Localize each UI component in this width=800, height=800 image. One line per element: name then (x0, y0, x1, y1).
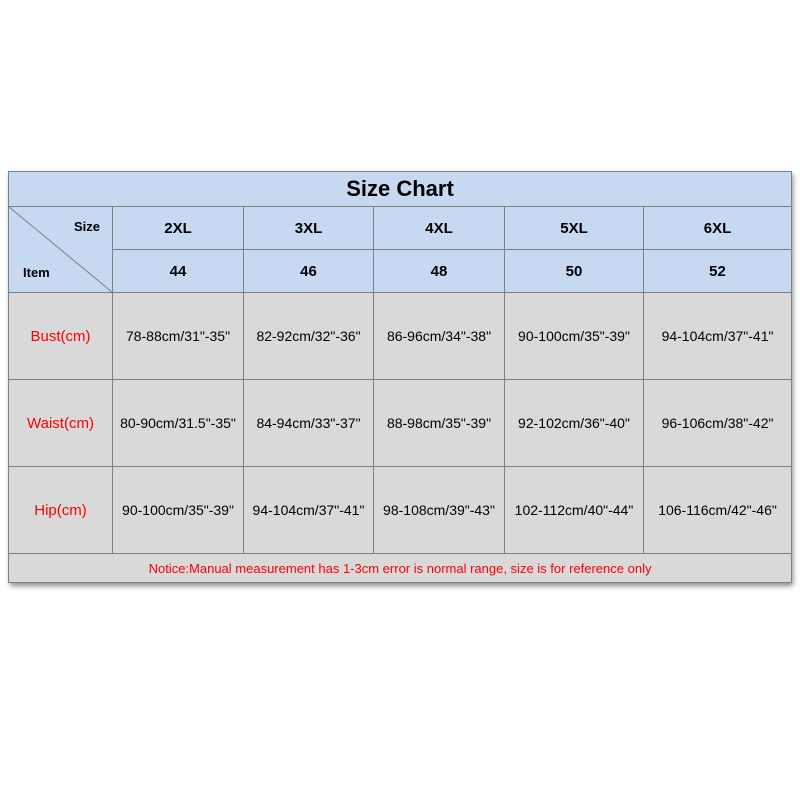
table-cell: 98-108cm/39"-43" (374, 467, 505, 554)
size-chart-table (8, 171, 792, 583)
number-header-52: 52 (644, 250, 792, 293)
size-header-6xl: 6XL (644, 207, 792, 250)
table-cell: 78-88cm/31"-35" (113, 293, 244, 380)
table-row-bust (9, 293, 792, 380)
row-label-hip: Hip(cm) (9, 467, 113, 554)
table-cell: 90-100cm/35"-39" (505, 293, 644, 380)
table-cell: 80-90cm/31.5"-35" (113, 380, 244, 467)
chart-title: Size Chart (9, 172, 792, 207)
size-header-2xl: 2XL (113, 207, 244, 250)
table-cell: 102-112cm/40"-44" (505, 467, 644, 554)
table-cell: 86-96cm/34"-38" (374, 293, 505, 380)
table-cell: 94-104cm/37"-41" (644, 293, 792, 380)
number-header-44: 44 (113, 250, 244, 293)
size-header-3xl: 3XL (244, 207, 374, 250)
size-chart (8, 171, 791, 583)
table-row-waist (9, 380, 792, 467)
table-cell: 94-104cm/37"-41" (244, 467, 374, 554)
number-header-48: 48 (374, 250, 505, 293)
table-cell: 88-98cm/35"-39" (374, 380, 505, 467)
table-cell: 90-100cm/35"-39" (113, 467, 244, 554)
table-cell: 82-92cm/32"-36" (244, 293, 374, 380)
size-header-4xl: 4XL (374, 207, 505, 250)
table-cell: 96-106cm/38"-42" (644, 380, 792, 467)
table-cell: 92-102cm/36"-40" (505, 380, 644, 467)
number-header-46: 46 (244, 250, 374, 293)
table-cell: 106-116cm/42"-46" (644, 467, 792, 554)
table-cell: 84-94cm/33"-37" (244, 380, 374, 467)
number-header-50: 50 (505, 250, 644, 293)
corner-size-label: Size (73, 219, 100, 234)
corner-item-label: Item (23, 265, 50, 280)
row-label-bust: Bust(cm) (9, 293, 113, 380)
table-row-hip (9, 467, 792, 554)
size-header-5xl: 5XL (505, 207, 644, 250)
corner-header (9, 207, 113, 293)
row-label-waist: Waist(cm) (9, 380, 113, 467)
notice-text: Notice:Manual measurement has 1-3cm error is normal range, size is for reference only (9, 554, 792, 583)
